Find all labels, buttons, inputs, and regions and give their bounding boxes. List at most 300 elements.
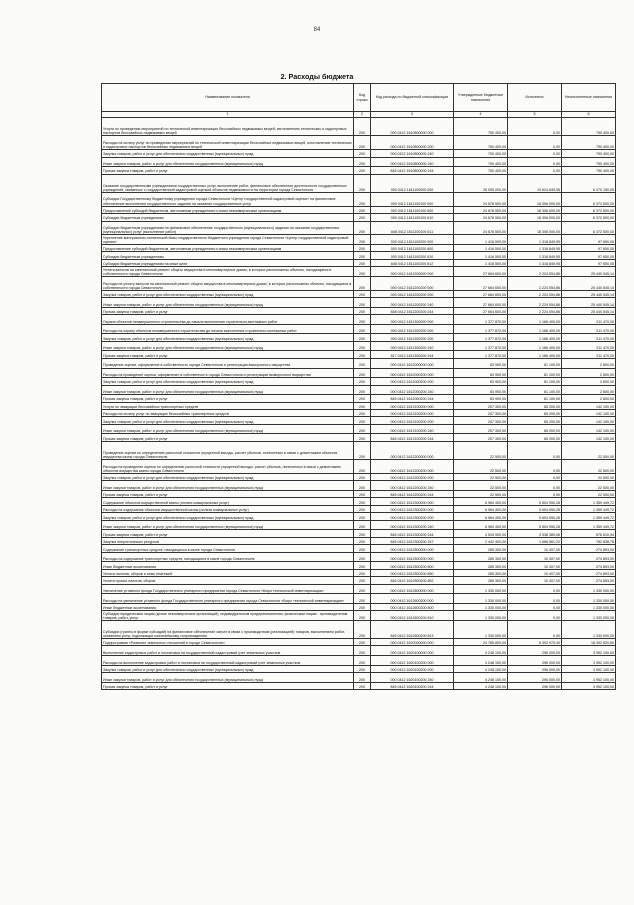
table-row [102,537,616,544]
row-executed-cell: 0,00 [508,157,562,167]
row-unexecuted-cell: 25 440 545,14 [562,276,616,290]
row-budget-code-cell: 000 0412 1611200200 000 [371,276,454,290]
row-executed-cell: 2 224 054,86 [508,290,562,297]
row-budget-code-cell: 000 0412 1612300000 000 [371,498,454,505]
row-line-code-cell: 200 [354,298,371,308]
row-approved-cell: 1 330 000,00 [454,620,508,638]
row-approved-cell: 1 330 000,00 [454,594,508,604]
row-budget-code-cell: 000 0412 1612100000 000 [371,402,454,409]
row-name-cell: Содержание объектов имущественной казны (оплата коммунальных услуг) [102,498,354,505]
row-approved-cell: 750 400,00 [454,167,508,174]
row-budget-code-cell: 000 0412 1612200200 000 [371,460,454,474]
row-unexecuted-cell: 142 100,00 [562,424,616,434]
row-unexecuted-cell: 1 359 449,72 [562,513,616,520]
row-name-cell: Расходы на проведение оценки, оформление в собственность города Севастополя и регистрацию выморочного имущества [102,368,354,378]
row-line-code-cell: 200 [354,562,371,569]
row-unexecuted-cell: 22 500,00 [562,481,616,491]
row-budget-code-cell: 000 0412 1611100200 600 [371,244,454,251]
table-row [102,235,616,245]
row-executed-cell: 0,00 [508,481,562,491]
table-row [102,157,616,167]
row-budget-code-cell: 845 0412 1610800000 244 [371,167,454,174]
row-name-cell: Прочая закупка товаров, работ и услуг [102,682,354,689]
row-name-cell: Подпрограмма «Развитие земельных отношений в городе Севастополе» [102,638,354,645]
row-line-code-cell: 200 [354,434,371,441]
row-executed-cell: 1 166 400,00 [508,341,562,351]
row-name-cell: Закупка товаров, работ и услуг для обеспечения государственных (муниципальных) нужд [102,290,354,297]
row-line-code-cell: 200 [354,577,371,584]
row-executed-cell: 65 200,00 [508,410,562,417]
row-budget-code-cell: 000 0412 1612600200 000 [371,594,454,604]
row-line-code-cell: 200 [354,584,371,594]
row-line-code-cell: 200 [354,505,371,512]
row-name-cell: Прочая закупка товаров, работ и услуг [102,307,354,314]
row-budget-code-cell: 000 0412 1620100200 000 [371,656,454,666]
row-executed-cell: 296 000,00 [508,646,562,656]
table-row [102,646,616,656]
row-line-code-cell: 200 [354,611,371,621]
column-number: 6 [562,112,616,118]
table-row [102,315,616,325]
row-approved-cell: 4 248 100,00 [454,646,508,656]
row-executed-cell: 1 166 400,00 [508,324,562,334]
table-row [102,530,616,537]
row-budget-code-cell: 000 0412 1612100200 000 [371,410,454,417]
table-row [102,638,616,645]
row-unexecuted-cell: 97 650,05 [562,259,616,266]
row-executed-cell: 3 938 389,06 [508,530,562,537]
row-budget-code-cell: 845 0412 1612600200 813 [371,620,454,638]
table-row [102,552,616,562]
table-row [102,259,616,266]
header-unexecuted: Неисполненные назначения [562,84,616,112]
row-executed-cell: 0,00 [508,603,562,610]
row-executed-cell: 0,00 [508,584,562,594]
row-line-code-cell: 200 [354,638,371,645]
row-line-code-cell: 200 [354,334,371,341]
row-unexecuted-cell: 25 440 545,14 [562,298,616,308]
row-name-cell: Субсидии бюджетным учреждениям на финансовое обеспечение государственного (муниципального) задания на оказание государственных (муниципальных) услуг (выполнение работ) [102,221,354,235]
table-row [102,505,616,512]
row-name-cell: Содержание транспортных средств, находящихся в казне города Севастополя [102,545,354,552]
row-executed-cell: 65 200,00 [508,424,562,434]
row-executed-cell: 2 224 054,86 [508,276,562,290]
row-name-cell: Предоставление субсидий бюджетным, автономным учреждениям и иным некоммерческим организациям [102,206,354,213]
row-budget-code-cell: 845 0412 1612300200 247 [371,537,454,544]
row-line-code-cell: 200 [354,235,371,245]
row-unexecuted-cell: 1 359 449,72 [562,498,616,505]
row-unexecuted-cell: 2 800,00 [562,358,616,368]
row-line-code-cell: 200 [354,395,371,402]
row-executed-cell: 1 666 561,22 [508,537,562,544]
row-approved-cell: 1 377 870,00 [454,341,508,351]
table-row [102,434,616,441]
table-row [102,594,616,604]
row-executed-cell: 1 166 400,00 [508,315,562,325]
row-budget-code-cell: 000 0412 1611200000 000 [371,267,454,277]
row-name-cell: Расходы на оплату услуг по эвакуации бесхозяйных транспортных средств [102,410,354,417]
header-name: Наименование показателя [102,84,354,112]
row-approved-cell: 22 500,00 [454,481,508,491]
row-name-cell: Проведение оценки, оформление в собственность города Севастополя и регистрация выморочного имущества [102,358,354,368]
row-line-code-cell: 200 [354,136,371,150]
row-unexecuted-cell: 6 372 500,00 [562,214,616,221]
table-row [102,491,616,498]
row-executed-cell: 65 200,00 [508,434,562,441]
row-line-code-cell: 200 [354,491,371,498]
row-approved-cell: 83 900,00 [454,378,508,385]
row-budget-code-cell: 000 0412 1612300200 000 [371,505,454,512]
row-name-cell: Охрана объектов незавершенного строительства до начала выполнения строительно-монтажных работ [102,315,354,325]
row-approved-cell: 6 964 400,00 [454,520,508,530]
row-approved-cell: 27 664 600,00 [454,298,508,308]
row-unexecuted-cell: 1 330 000,00 [562,584,616,594]
row-approved-cell: 1 377 870,00 [454,351,508,358]
row-budget-code-cell: 000 0412 1612300200 240 [371,520,454,530]
row-name-cell: Иные закупки товаров, работ и услуг для обеспечения государственных (муниципальных) нужд [102,424,354,434]
row-budget-code-cell: 845 0412 1612500200 852 [371,577,454,584]
row-name-cell: Уплата прочих налогов, сборов [102,577,354,584]
row-line-code-cell: 200 [354,206,371,213]
row-line-code-cell: 200 [354,682,371,689]
row-name-cell: Расходы на охрану объектов незавершенного строительства до начала выполнения строительно-монтажных работ [102,324,354,334]
row-name-cell: Закупка товаров, работ и услуг для обеспечения государственных (муниципальных) нужд [102,473,354,480]
budget-expenses-table [101,83,616,690]
row-executed-cell: 1 166 400,00 [508,351,562,358]
row-executed-cell: 0,00 [508,620,562,638]
row-budget-code-cell: 000 0412 1612200000 000 [371,441,454,459]
table-row [102,417,616,424]
row-line-code-cell: 200 [354,150,371,157]
row-name-cell: Расходы на содержание транспортных средств, находящихся в казне города Севастополя [102,552,354,562]
row-executed-cell: 5 604 950,28 [508,513,562,520]
row-budget-code-cell: 845 0412 1612000200 244 [371,395,454,402]
table-row [102,276,616,290]
row-budget-code-cell: 848 0412 1611100100 611 [371,221,454,235]
row-unexecuted-cell: 142 100,00 [562,417,616,424]
row-unexecuted-cell: 6 372 500,00 [562,221,616,235]
row-name-cell: Иные бюджетные ассигнования [102,562,354,569]
row-approved-cell: 285 300,00 [454,562,508,569]
row-name-cell: Уплата взносов на капитальный ремонт общего имущества в многоквартирных домах, в которых расположены объекты, находящиеся в собственности города Севастополя [102,267,354,277]
row-approved-cell: 750 400,00 [454,136,508,150]
row-executed-cell: 6 392 979,40 [508,638,562,645]
row-approved-cell: 83 900,00 [454,368,508,378]
row-budget-code-cell: 000 0412 1611100100 600 [371,206,454,213]
row-executed-cell: 5 604 950,28 [508,505,562,512]
row-executed-cell: 1 166 400,00 [508,334,562,341]
row-executed-cell: 0,00 [508,441,562,459]
row-approved-cell: 24 678 500,00 [454,206,508,213]
table-row [102,167,616,174]
column-number: 1 [102,112,354,118]
row-executed-cell: 10 407,00 [508,562,562,569]
row-approved-cell: 6 964 400,00 [454,505,508,512]
row-line-code-cell: 200 [354,167,371,174]
row-budget-code-cell: 000 0412 1612000200 000 [371,368,454,378]
row-approved-cell: 1 330 000,00 [454,603,508,610]
table-row [102,206,616,213]
row-budget-code-cell: 000 0412 1612500000 000 [371,545,454,552]
row-name-cell: Услуги по эвакуации бесхозяйных транспортных средств [102,402,354,409]
row-name-cell: Закупка товаров, работ и услуг для обеспечения государственных (муниципальных) нужд [102,417,354,424]
row-budget-code-cell: 000 0412 1612000200 240 [371,385,454,395]
row-executed-cell: 81 100,00 [508,358,562,368]
row-approved-cell: 83 900,00 [454,385,508,395]
row-name-cell: Иные закупки товаров, работ и услуг для обеспечения государственных (муниципальных) нужд [102,673,354,683]
row-line-code-cell: 200 [354,324,371,334]
table-row [102,611,616,621]
row-name-cell: Иные закупки товаров, работ и услуг для обеспечения государственных (муниципальных) нужд [102,385,354,395]
column-number: 3 [371,112,454,118]
table-row [102,378,616,385]
row-approved-cell: 207 300,00 [454,434,508,441]
table-row [102,324,616,334]
row-budget-code-cell: 000 0412 1610800000 000 [371,118,454,136]
table-row [102,673,616,683]
row-executed-cell: 0,00 [508,594,562,604]
row-unexecuted-cell: 3 952 100,00 [562,673,616,683]
row-unexecuted-cell: 211 470,00 [562,324,616,334]
row-name-cell: Услуги по проведению мероприятий по технической инвентаризации бесхозяйных недвижимых вещей, изготовлению технических и кадастровых паспортов бесхозяйных недвижимых вещей [102,118,354,136]
table-row [102,402,616,409]
row-approved-cell: 27 664 600,00 [454,307,508,314]
row-name-cell: Закупка товаров, работ и услуг для обеспечения государственных (муниципальных) нужд [102,334,354,341]
row-unexecuted-cell: 22 500,00 [562,491,616,498]
row-approved-cell: 4 248 100,00 [454,665,508,672]
row-approved-cell: 22 500,00 [454,460,508,474]
row-budget-code-cell: 000 0412 1611200200 200 [371,290,454,297]
row-line-code-cell: 200 [354,417,371,424]
table-row [102,577,616,584]
row-budget-code-cell: 000 0412 1620100000 000 [371,646,454,656]
row-approved-cell: 27 664 600,00 [454,290,508,297]
row-executed-cell: 0,00 [508,150,562,157]
row-unexecuted-cell: 1 359 449,72 [562,520,616,530]
row-approved-cell: 750 400,00 [454,150,508,157]
row-executed-cell: 0,00 [508,460,562,474]
row-approved-cell: 285 300,00 [454,577,508,584]
row-budget-code-cell: 000 0412 1612100200 240 [371,424,454,434]
row-line-code-cell: 200 [354,221,371,235]
row-executed-cell: 18 306 000,00 [508,221,562,235]
row-unexecuted-cell: 782 838,78 [562,537,616,544]
table-header-row [102,84,616,112]
row-unexecuted-cell: 97 650,05 [562,244,616,251]
row-budget-code-cell: 000 0412 1610800000 240 [371,150,454,157]
row-executed-cell: 19 624 849,95 [508,174,562,192]
row-executed-cell: 18 306 000,00 [508,214,562,221]
row-budget-code-cell: 000 0412 1612200200 200 [371,473,454,480]
row-executed-cell: 296 000,00 [508,656,562,666]
section-title: 2. Расходы бюджета [280,72,354,81]
row-approved-cell: 24 678 500,00 [454,192,508,206]
row-executed-cell: 81 100,00 [508,385,562,395]
table-row [102,192,616,206]
column-number: 4 [454,112,508,118]
row-name-cell: Закупка товаров, работ и услуг для обеспечения государственных (муниципальных) нужд [102,150,354,157]
table-row [102,307,616,314]
row-name-cell: Субсидия Государственному бюджетному учреждению города Севастополя «Центр государственной кадастровой оценки» на финансовое обеспечение выполнения государственного задания на оказание государственных услуг [102,192,354,206]
row-approved-cell: 285 300,00 [454,552,508,562]
row-approved-cell: 24 678 500,00 [454,214,508,221]
row-approved-cell: 83 900,00 [454,358,508,368]
row-budget-code-cell: 000 0412 1612600000 000 [371,584,454,594]
row-budget-code-cell: 000 0412 1611100100 610 [371,214,454,221]
row-budget-code-cell: 845 0412 1612100200 244 [371,434,454,441]
row-approved-cell: 6 964 400,00 [454,513,508,520]
row-unexecuted-cell: 25 440 545,14 [562,307,616,314]
table-row [102,513,616,520]
row-line-code-cell: 200 [354,290,371,297]
row-line-code-cell: 200 [354,276,371,290]
row-executed-cell: 2 224 054,86 [508,298,562,308]
row-budget-code-cell: 000 0412 1611100200 000 [371,235,454,245]
table-row [102,562,616,569]
row-line-code-cell: 200 [354,473,371,480]
row-line-code-cell: 200 [354,244,371,251]
row-name-cell: Иные закупки товаров, работ и услуг для обеспечения государственных (муниципальных) нужд [102,341,354,351]
row-approved-cell: 1 330 000,00 [454,584,508,594]
row-unexecuted-cell: 1 330 000,00 [562,594,616,604]
row-approved-cell: 22 500,00 [454,491,508,498]
row-name-cell: Выполнение кадастровых работ и постановка на государственный кадастровый учет земельных участков [102,646,354,656]
row-budget-code-cell: 000 0412 1611300200 200 [371,334,454,341]
row-executed-cell: 5 604 950,28 [508,520,562,530]
table-row [102,481,616,491]
row-unexecuted-cell: 3 952 100,00 [562,656,616,666]
row-budget-code-cell: 000 0412 1612600200 800 [371,603,454,610]
row-executed-cell: 2 224 054,86 [508,267,562,277]
row-approved-cell: 1 377 870,00 [454,315,508,325]
row-name-cell: Расходы на проведение оценки по определению рыночной стоимости упущенной выгоды, расчет убытков, понесенных в связи с демонтажем объектов имущества казны города Севастополя [102,460,354,474]
row-approved-cell: 26 095 000,00 [454,174,508,192]
row-line-code-cell: 200 [354,569,371,576]
row-unexecuted-cell: 274 893,00 [562,552,616,562]
table-row [102,441,616,459]
row-name-cell: Иные закупки товаров, работ и услуг для обеспечения государственных (муниципальных) нужд [102,298,354,308]
table-row [102,460,616,474]
row-name-cell: Прочая закупка товаров, работ и услуг [102,491,354,498]
row-name-cell: Субсидии (гранты в форме субсидий) на финансовое обеспечение затрат в связи с производством (реализацией) товаров, выполнением работ, оказанием услуг, подлежащие казначейскому сопровождению [102,620,354,638]
row-line-code-cell: 200 [354,481,371,491]
table-row [102,584,616,594]
row-approved-cell: 750 400,00 [454,157,508,167]
column-number: 5 [508,112,562,118]
row-executed-cell: 296 000,00 [508,682,562,689]
table-row [102,520,616,530]
row-line-code-cell: 200 [354,545,371,552]
row-line-code-cell: 200 [354,174,371,192]
row-approved-cell: 2 442 400,00 [454,537,508,544]
table-row [102,267,616,277]
row-executed-cell: 0,00 [508,118,562,136]
row-name-cell: Закупка энергетических ресурсов [102,537,354,544]
row-approved-cell: 1 377 870,00 [454,334,508,341]
row-name-cell: Прочая закупка товаров, работ и услуг [102,530,354,537]
row-unexecuted-cell: 576 610,94 [562,530,616,537]
row-budget-code-cell: 000 0412 1612200200 240 [371,481,454,491]
row-unexecuted-cell: 750 400,00 [562,167,616,174]
row-unexecuted-cell: 22 500,00 [562,460,616,474]
table-row [102,244,616,251]
table-row [102,385,616,395]
row-approved-cell: 27 664 600,00 [454,267,508,277]
row-unexecuted-cell: 1 359 449,72 [562,505,616,512]
row-executed-cell: 0,00 [508,491,562,498]
table-row [102,290,616,297]
row-unexecuted-cell: 274 893,00 [562,562,616,569]
table-row [102,410,616,417]
row-executed-cell: 1 318 849,95 [508,244,562,251]
row-line-code-cell: 200 [354,157,371,167]
row-line-code-cell: 200 [354,402,371,409]
row-approved-cell: 6 964 400,00 [454,498,508,505]
table-row [102,620,616,638]
row-unexecuted-cell: 18 392 820,60 [562,638,616,645]
row-approved-cell: 1 416 500,00 [454,235,508,245]
row-budget-code-cell: 000 0412 1611100200 610 [371,252,454,259]
row-approved-cell: 1 416 500,00 [454,252,508,259]
table-row [102,665,616,672]
row-approved-cell: 207 300,00 [454,402,508,409]
row-approved-cell: 207 300,00 [454,417,508,424]
row-line-code-cell: 200 [354,520,371,530]
row-line-code-cell: 200 [354,665,371,672]
row-budget-code-cell: 845 0412 1612300200 244 [371,530,454,537]
row-executed-cell: 0,00 [508,136,562,150]
row-name-cell: Закупка товаров, работ и услуг для обеспечения государственных (муниципальных) нужд [102,665,354,672]
row-executed-cell: 81 100,00 [508,368,562,378]
row-unexecuted-cell: 274 893,00 [562,577,616,584]
row-budget-code-cell: 848 0412 1611100200 612 [371,259,454,266]
row-unexecuted-cell: 274 893,00 [562,545,616,552]
row-name-cell: Закупка товаров, работ и услуг для обеспечения государственных (муниципальных) нужд [102,513,354,520]
row-unexecuted-cell: 211 470,00 [562,351,616,358]
row-line-code-cell: 200 [354,498,371,505]
row-line-code-cell: 200 [354,307,371,314]
row-line-code-cell: 200 [354,656,371,666]
row-approved-cell: 207 300,00 [454,410,508,417]
row-approved-cell: 24 785 800,00 [454,638,508,645]
row-name-cell: Иные закупки товаров, работ и услуг для обеспечения государственных (муниципальных) нужд [102,157,354,167]
header-line-code: Код строки [354,84,371,112]
row-unexecuted-cell: 1 330 000,00 [562,603,616,610]
row-executed-cell: 1 318 849,95 [508,235,562,245]
row-executed-cell: 10 407,00 [508,552,562,562]
row-line-code-cell: 200 [354,192,371,206]
row-unexecuted-cell: 211 470,00 [562,334,616,341]
table-row [102,395,616,402]
row-approved-cell: 1 377 870,00 [454,324,508,334]
row-unexecuted-cell: 142 100,00 [562,434,616,441]
row-name-cell: Субсидии юридическим лицам (кроме некоммерческих организаций), индивидуальным предпринимателям, физическим лицам - производителям товаров, работ, услуг [102,611,354,621]
row-approved-cell: 24 678 500,00 [454,221,508,235]
row-line-code-cell: 200 [354,620,371,638]
row-line-code-cell: 200 [354,410,371,417]
column-number: 2 [354,112,371,118]
table-row [102,118,616,136]
row-executed-cell: 0,00 [508,473,562,480]
row-budget-code-cell: 000 0412 1612500200 000 [371,552,454,562]
row-budget-code-cell: 000 0412 1611300000 000 [371,315,454,325]
table-row [102,150,616,157]
row-budget-code-cell: 000 0412 1611300200 240 [371,341,454,351]
row-approved-cell: 285 300,00 [454,569,508,576]
row-unexecuted-cell: 22 500,00 [562,473,616,480]
row-executed-cell: 65 200,00 [508,417,562,424]
row-executed-cell: 1 318 849,95 [508,259,562,266]
